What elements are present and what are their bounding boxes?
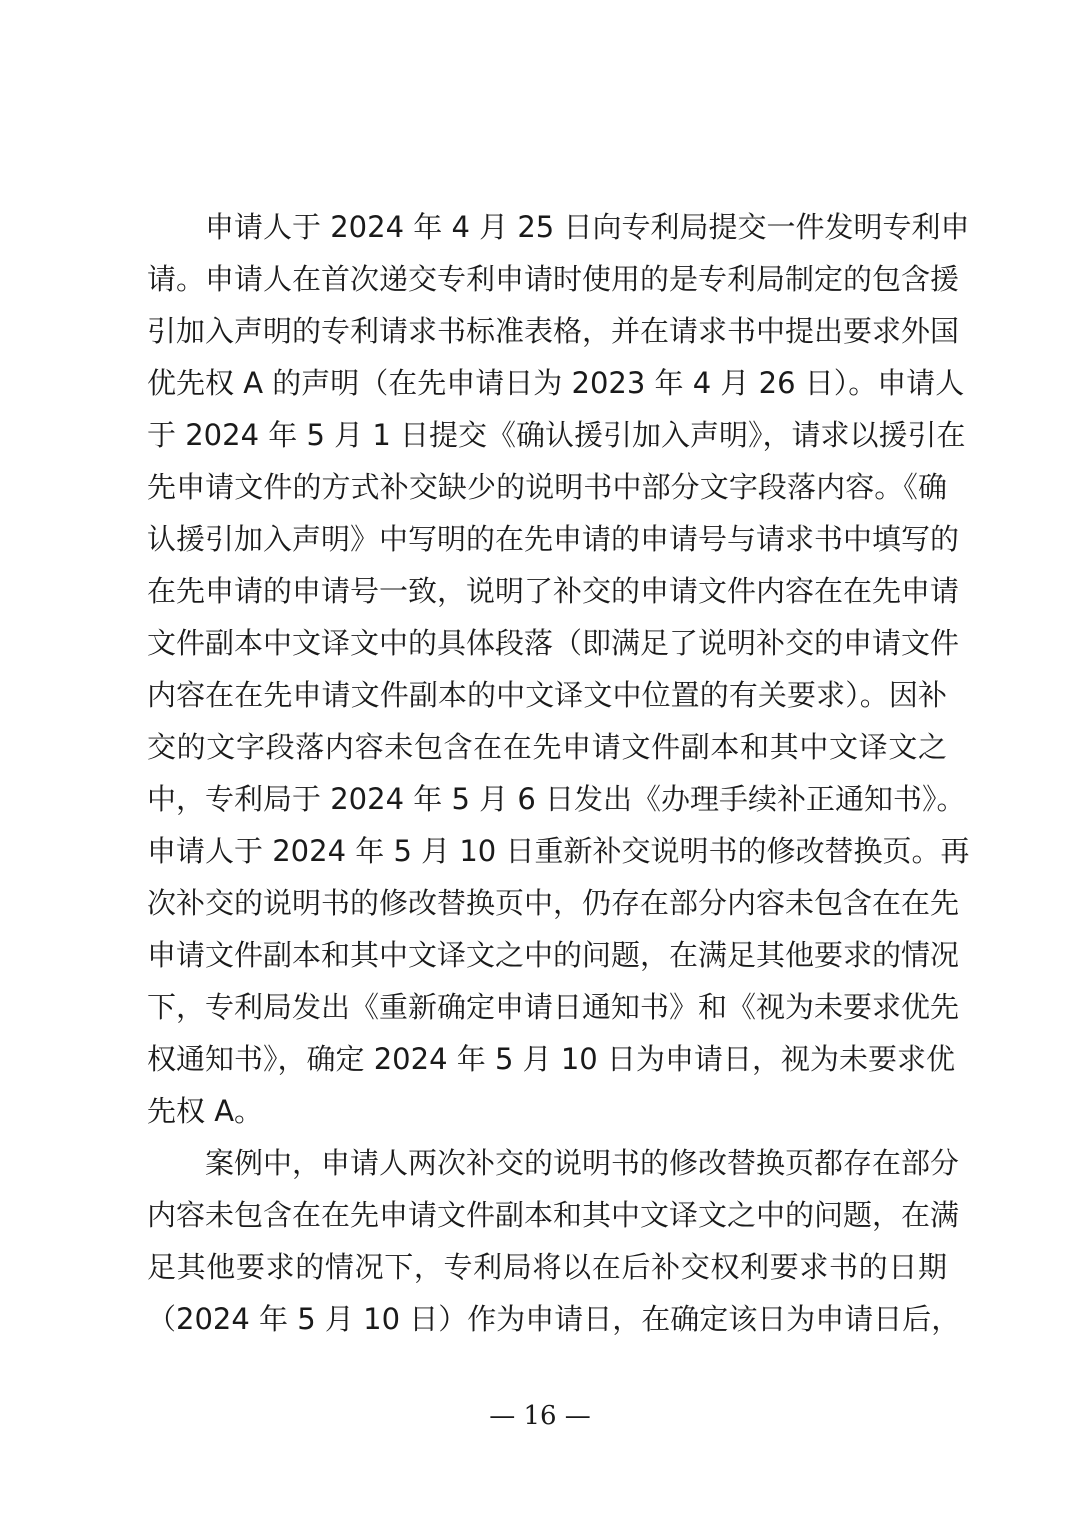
paragraph-1-line-16: 下，专利局发出《重新确定申请日通知书》和《视为未要求优先	[147, 990, 960, 1024]
paragraph-1-line-9: 文件副本中文译文中的具体段落（即满足了说明补交的申请文件	[147, 626, 960, 660]
paragraph-1-line-10: 内容在在先申请文件副本的中文译文中位置的有关要求）。因补	[147, 678, 947, 712]
paragraph-2-line-1: 案例中，申请人两次补交的说明书的修改替换页都存在部分	[205, 1146, 960, 1180]
paragraph-1-line-14: 次补交的说明书的修改替换页中，仍存在部分内容未包含在在先	[147, 886, 960, 920]
paragraph-2-line-3: 足其他要求的情况下，专利局将以在后补交权利要求书的日期	[147, 1250, 947, 1284]
paragraph-1-line-4: 优先权 A 的声明（在先申请日为 2023 年 4 月 26 日）。申请人	[147, 366, 965, 400]
paragraph-2-line-4: （2024 年 5 月 10 日）作为申请日，在确定该日为申请日后，	[147, 1302, 961, 1336]
page-number: — 16 —	[489, 1401, 591, 1431]
paragraph-1-line-18: 先权 A。	[147, 1094, 264, 1128]
paragraph-2-line-2: 内容未包含在在先申请文件副本和其中文译文之中的问题，在满	[147, 1198, 960, 1232]
paragraph-1-line-12: 中，专利局于 2024 年 5 月 6 日发出《办理手续补正通知书》。	[147, 782, 966, 816]
paragraph-1-line-8: 在先申请的申请号一致，说明了补交的申请文件内容在在先申请	[147, 574, 960, 608]
paragraph-1-line-2: 请。申请人在首次递交专利申请时使用的是专利局制定的包含援	[147, 262, 960, 296]
paragraph-1-line-11: 交的文字段落内容未包含在在先申请文件副本和其中文译文之	[147, 730, 947, 764]
paragraph-1-line-17: 权通知书》，确定 2024 年 5 月 10 日为申请日，视为未要求优	[147, 1042, 955, 1076]
paragraph-1-line-1: 申请人于 2024 年 4 月 25 日向专利局提交一件发明专利申	[205, 210, 970, 244]
paragraph-1-line-7: 认援引加入声明》中写明的在先申请的申请号与请求书中填写的	[147, 522, 960, 556]
paragraph-1-line-6: 先申请文件的方式补交缺少的说明书中部分文字段落内容。《确	[147, 470, 947, 504]
paragraph-1-line-13: 申请人于 2024 年 5 月 10 日重新补交说明书的修改替换页。再	[147, 834, 970, 868]
paragraph-1-line-15: 申请文件副本和其中文译文之中的问题，在满足其他要求的情况	[147, 938, 960, 972]
paragraph-1-line-3: 引加入声明的专利请求书标准表格，并在请求书中提出要求外国	[147, 314, 960, 348]
paragraph-1-line-5: 于 2024 年 5 月 1 日提交《确认援引加入声明》，请求以援引在	[147, 418, 966, 452]
